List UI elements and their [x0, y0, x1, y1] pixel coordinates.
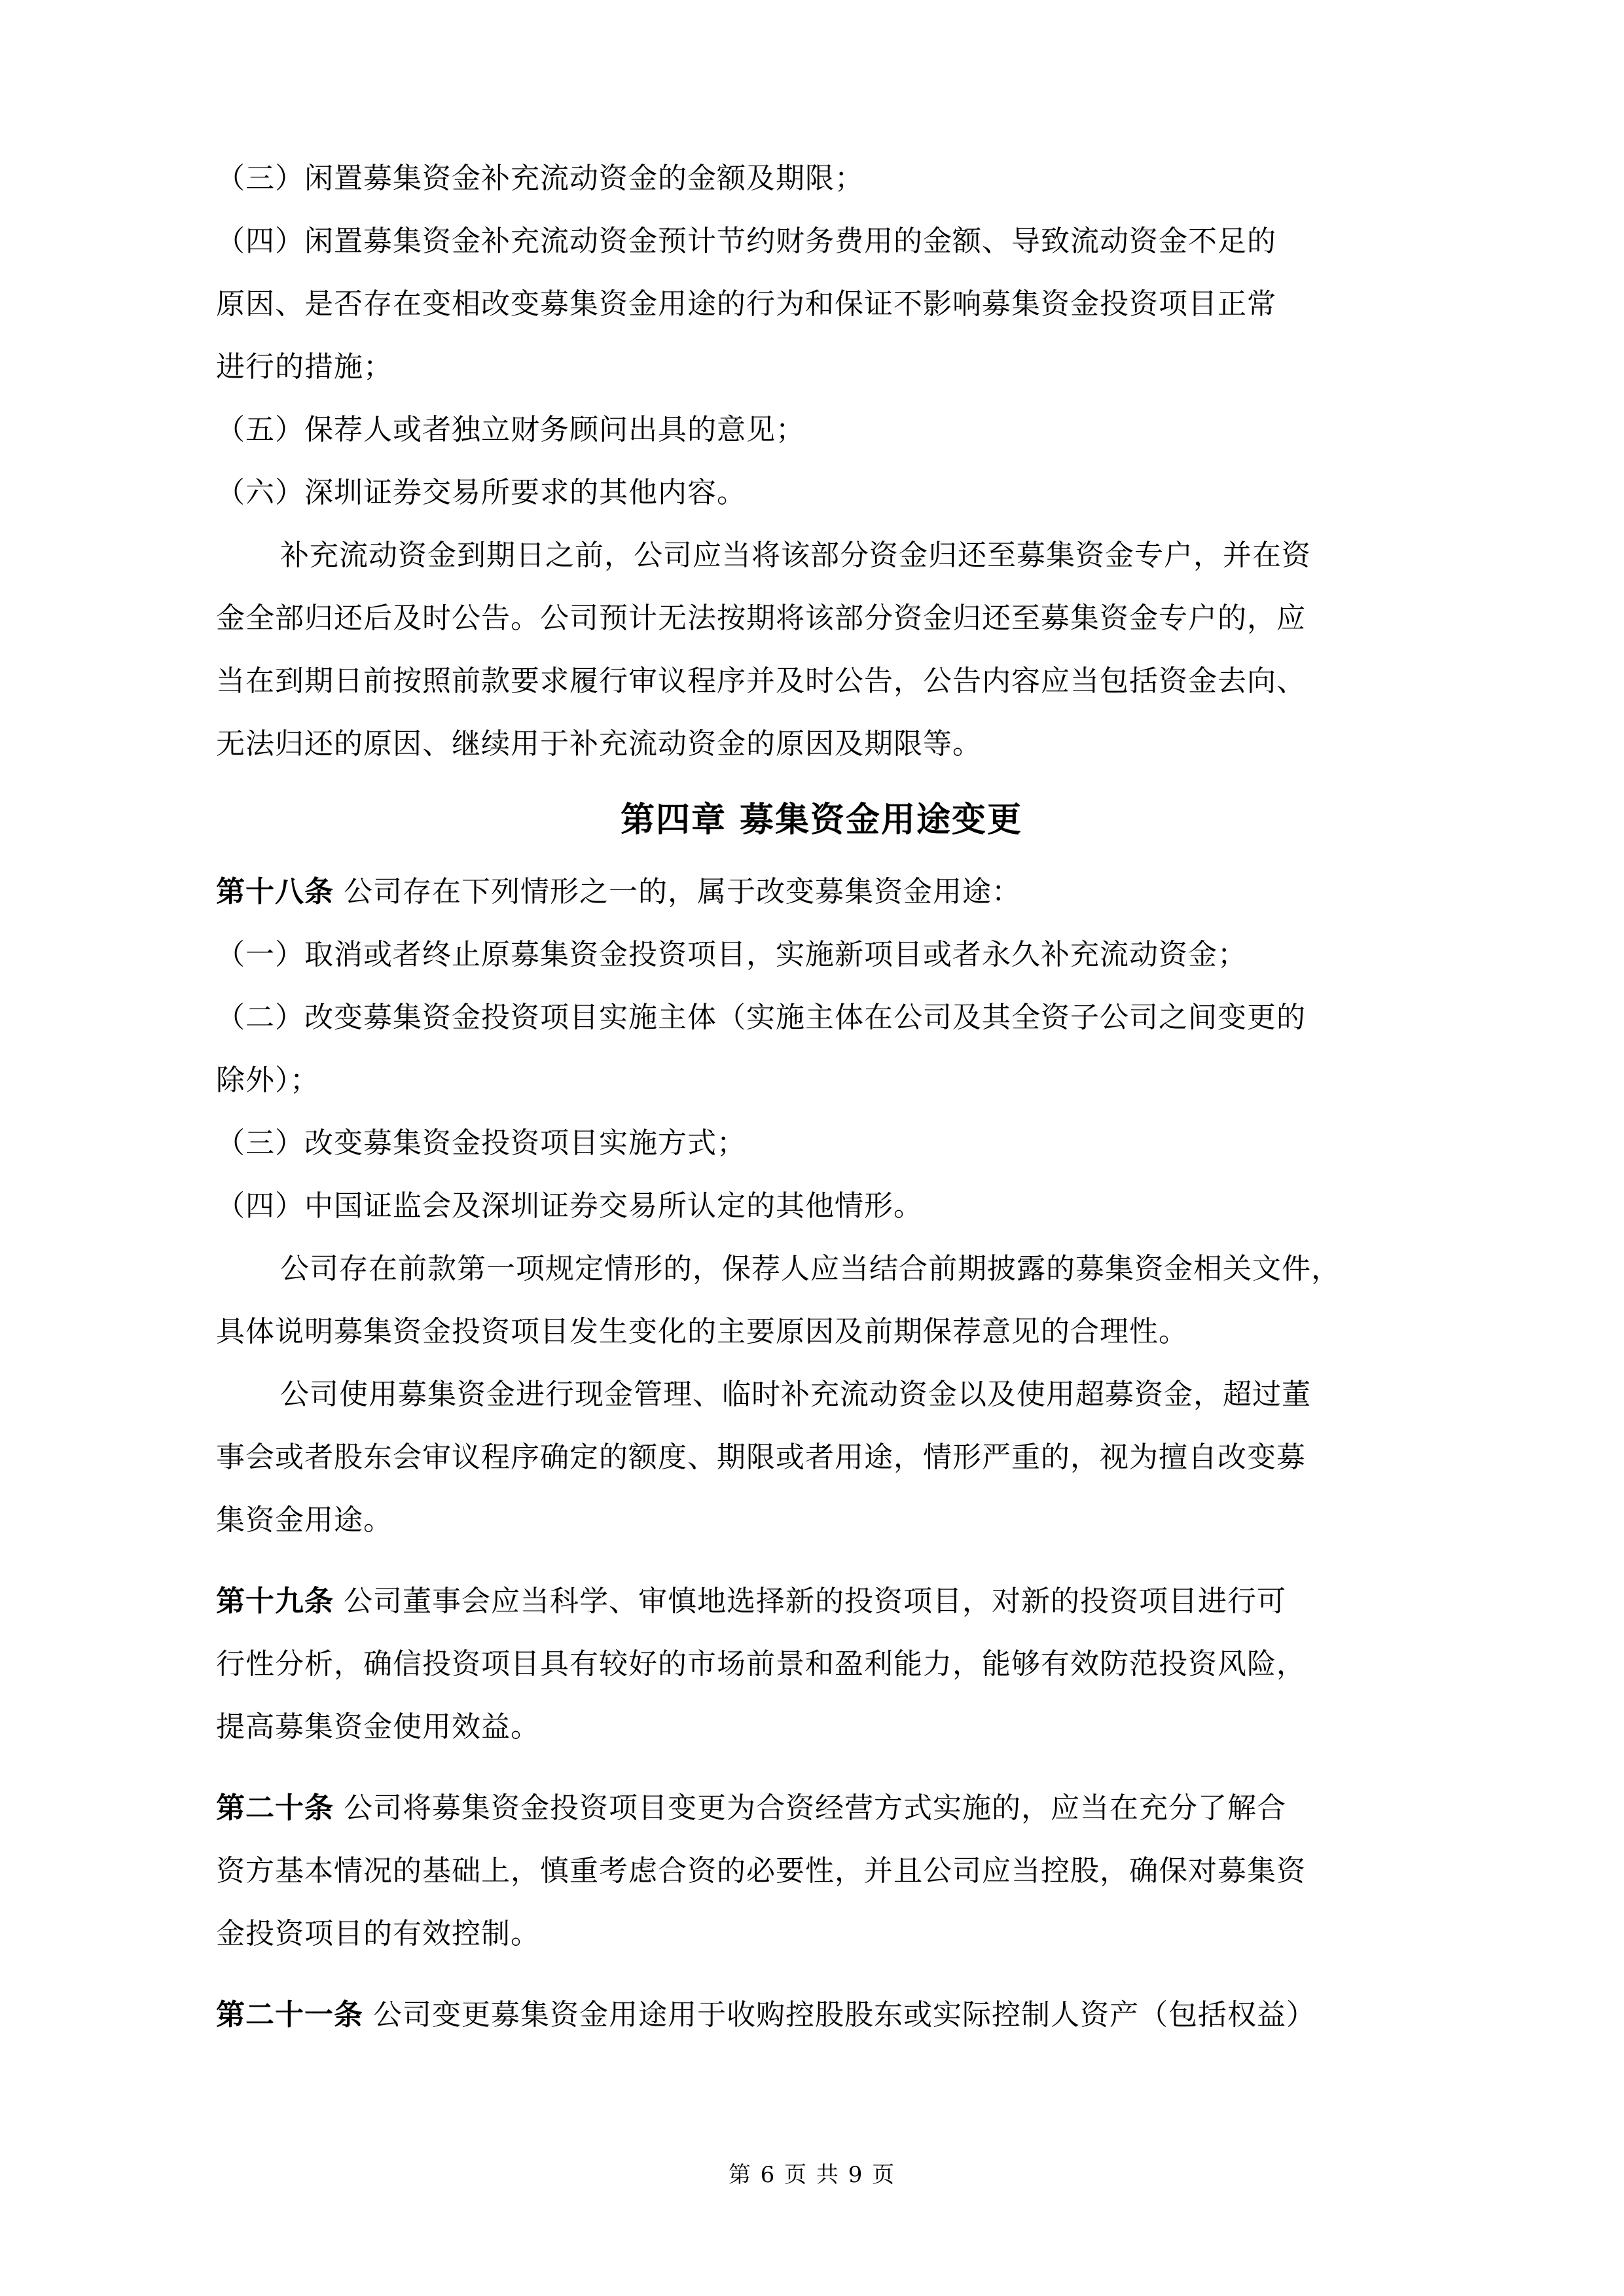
article-text: 公司存在下列情形之一的，属于改变募集资金用途：	[344, 875, 1021, 908]
article-21-first-line	[216, 1984, 1427, 2047]
article-number: 第二十条	[216, 1791, 334, 1825]
paragraph-gap	[216, 1965, 1427, 1984]
list-item: （二）改变募集资金投资项目实施主体（实施主体在公司及其全资子公司之间变更的	[216, 1001, 1306, 1034]
article-20-first-line	[216, 1777, 1427, 1840]
list-item: （四）中国证监会及深圳证券交易所认定的其他情形。	[216, 1189, 923, 1223]
list-item: （三）改变募集资金投资项目实施方式；	[216, 1126, 746, 1160]
text-line: 当在到期日前按照前款要求履行审议程序并及时公告，公告内容应当包括资金去向、	[216, 664, 1306, 698]
text-line: 事会或者股东会审议程序确定的额度、期限或者用途，情形严重的，视为擅自改变募	[216, 1441, 1306, 1474]
text-line: （四）闲置募集资金补充流动资金预计节约财务费用的金额、导致流动资金不足的	[216, 224, 1276, 258]
text-line: 行性分析，确信投资项目具有较好的市场前景和盈利能力，能够有效防范投资风险，	[216, 1647, 1306, 1681]
text-line: 公司存在前款第一项规定情形的，保荐人应当结合前期披露的募集资金相关文件，	[280, 1252, 1341, 1285]
text-line: （五）保荐人或者独立财务顾问出具的意见；	[216, 413, 805, 446]
text-line: 补充流动资金到期日之前，公司应当将该部分资金归还至募集资金专户，并在资	[280, 539, 1311, 572]
text-line: 原因、是否存在变相改变募集资金用途的行为和保证不影响募集资金投资项目正常	[216, 287, 1276, 321]
text-line: 无法归还的原因、继续用于补充流动资金的原因及期限等。	[216, 727, 982, 761]
article-19-first-line	[216, 1570, 1427, 1633]
paragraph-gap	[216, 1759, 1427, 1777]
text-line: 进行的措施；	[216, 350, 393, 384]
list-item: （一）取消或者终止原募集资金投资项目，实施新项目或者永久补充流动资金；	[216, 938, 1247, 971]
article-18-first-line	[216, 861, 1427, 924]
page-body	[216, 147, 1427, 2047]
article-text: 公司将募集资金投资项目变更为合资经营方式实施的，应当在充分了解合	[344, 1791, 1286, 1825]
text-line: 资方基本情况的基础上，慎重考虑合资的必要性，并且公司应当控股，确保对募集资	[216, 1854, 1306, 1888]
article-number: 第二十一条	[216, 1998, 363, 2032]
paragraph-gap	[216, 1552, 1427, 1570]
text-line: 集资金用途。	[216, 1503, 393, 1537]
text-line: （三）闲置募集资金补充流动资金的金额及期限；	[216, 162, 864, 195]
text-line: 公司使用募集资金进行现金管理、临时补充流动资金以及使用超募资金，超过董	[280, 1378, 1311, 1411]
article-number: 第十八条	[216, 875, 334, 908]
text-line: 提高募集资金使用效益。	[216, 1710, 540, 1744]
chapter-title: 第四章 募集资金用途变更	[620, 800, 1023, 840]
text-line: 金全部归还后及时公告。公司预计无法按期将该部分资金归还至募集资金专户的，应	[216, 601, 1306, 635]
article-number: 第十九条	[216, 1585, 334, 1618]
article-text: 公司变更募集资金用途用于收购控股股东或实际控制人资产（包括权益）	[373, 1998, 1316, 2032]
list-item: 除外）；	[216, 1064, 319, 1097]
page-footer: 第 6 页 共 9 页	[728, 2162, 896, 2188]
article-text: 公司董事会应当科学、审慎地选择新的投资项目，对新的投资项目进行可	[344, 1585, 1286, 1618]
text-line: 具体说明募集资金投资项目发生变化的主要原因及前期保荐意见的合理性。	[216, 1315, 1188, 1348]
text-line: 金投资项目的有效控制。	[216, 1917, 540, 1950]
text-line: （六）深圳证券交易所要求的其他内容。	[216, 476, 746, 509]
